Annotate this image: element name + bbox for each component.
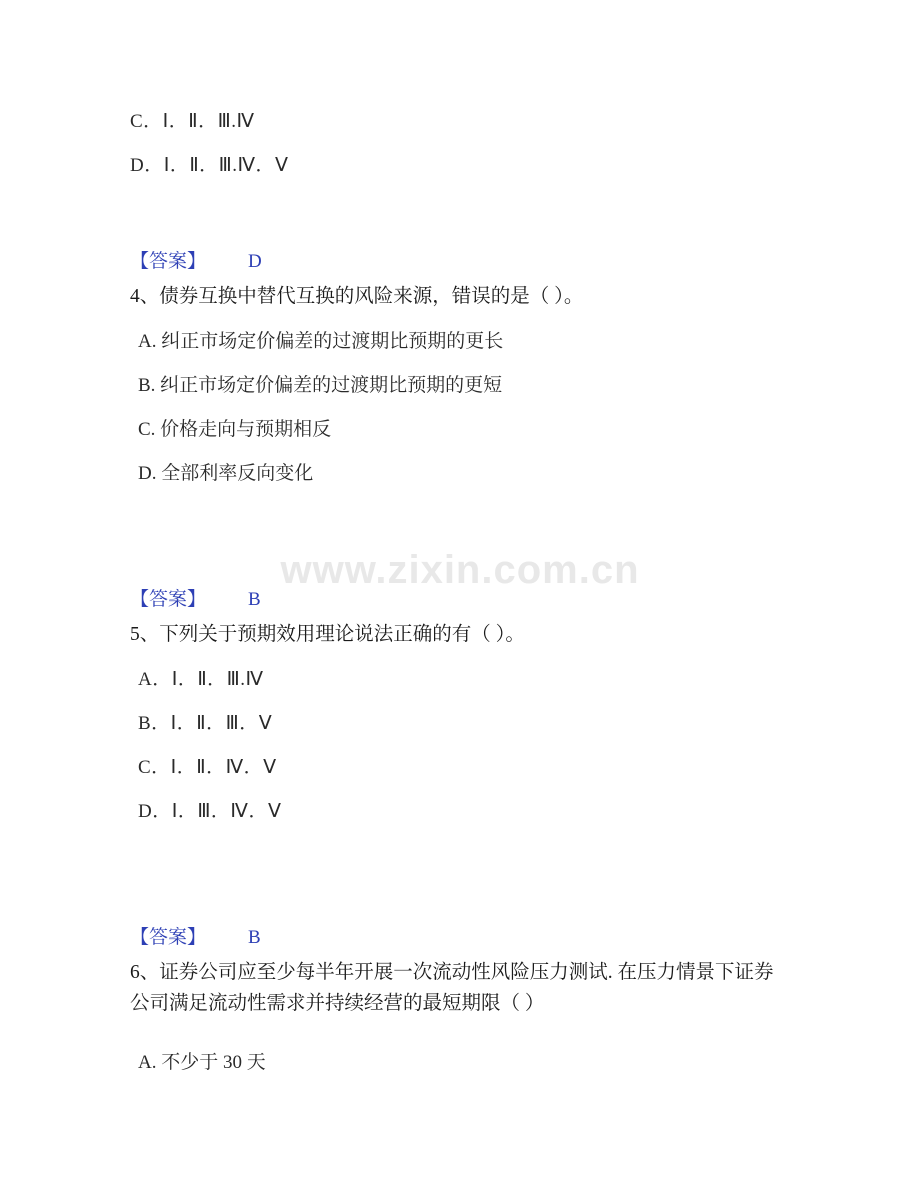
answer-option: C．Ⅰ．Ⅱ．Ⅳ．Ⅴ (138, 757, 277, 778)
question-text: 4、债券互换中替代互换的风险来源，错误的是（ ）。 (130, 286, 584, 307)
document-content (130, 0, 790, 1085)
answer-option: A. 不少于 30 天 (138, 1052, 266, 1073)
question-text: 6、证券公司应至少每半年开展一次流动性风险压力测试. 在压力情景下证券公司满足流动性需求并持续经营的最短期限（ ） (130, 962, 774, 1014)
answer-label: 【答案】 (130, 589, 207, 610)
answer-line (130, 584, 790, 611)
answer-option: C．Ⅰ．Ⅱ．Ⅲ.Ⅳ (130, 111, 255, 132)
answer-label: 【答案】 (130, 927, 207, 948)
answer-line (130, 246, 790, 273)
answer-value: B (248, 927, 261, 948)
question-text: 5、下列关于预期效用理论说法正确的有（ ）。 (130, 624, 525, 645)
answer-label: 【答案】 (130, 251, 207, 272)
answer-option: D. 全部利率反向变化 (138, 463, 314, 484)
answer-value: D (248, 251, 262, 272)
answer-option: A. 纠正市场定价偏差的过渡期比预期的更长 (138, 331, 504, 352)
watermark-text: www.zixin.com.cn (280, 548, 640, 592)
answer-option: B．Ⅰ．Ⅱ．Ⅲ．Ⅴ (138, 713, 273, 734)
answer-option: D．Ⅰ．Ⅱ．Ⅲ.Ⅳ．Ⅴ (130, 155, 289, 176)
answer-option: D．Ⅰ．Ⅲ．Ⅳ．Ⅴ (138, 801, 282, 822)
answer-option: C. 价格走向与预期相反 (138, 419, 332, 440)
answer-value: B (248, 589, 261, 610)
answer-line (130, 922, 790, 949)
answer-option: A．Ⅰ．Ⅱ．Ⅲ.Ⅳ (138, 669, 264, 690)
answer-option: B. 纠正市场定价偏差的过渡期比预期的更短 (138, 375, 503, 396)
